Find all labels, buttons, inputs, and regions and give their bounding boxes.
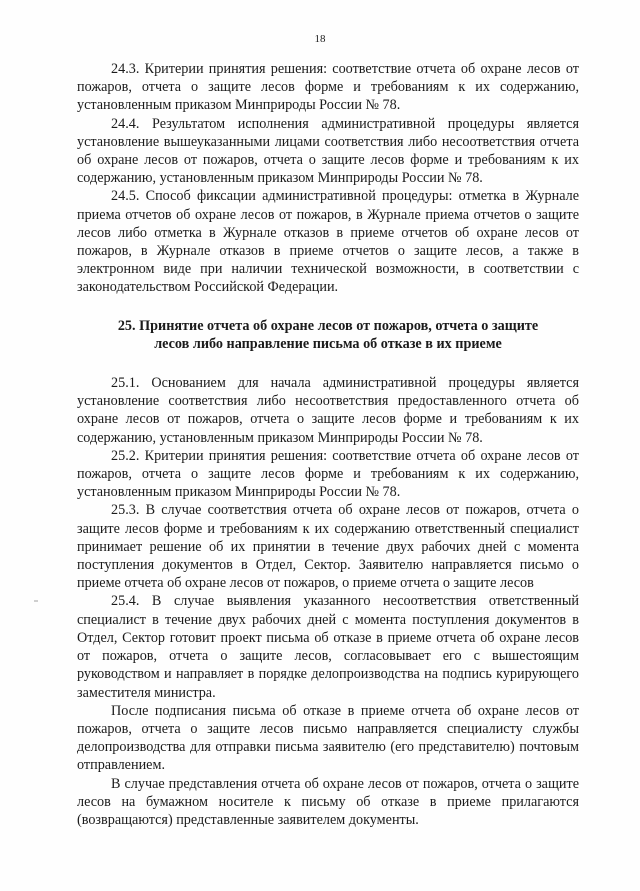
paragraph-paper-submission: В случае представления отчета об охране лесов от пожаров, отчета о защите лесов на бумажном носителе к письму об отказе в приеме прилагаются (возвращаются) представленные заявителем документы.	[77, 775, 579, 828]
paragraph-24-4: 24.4. Результатом исполнения административной процедуры является установление вышеуказанными лицами соответствия либо несоответствия отчета об охране лесов от пожаров, отчета о защите лесов форме и требованиям к их содержанию, установленным приказом Минприроды России № 78.	[77, 115, 579, 187]
section-heading	[77, 317, 579, 353]
section-heading-line-1: 25. Принятие отчета об охране лесов от пожаров, отчета о защите	[117, 317, 539, 334]
paragraph-24-5: 24.5. Способ фиксации административной процедуры: отметка в Журнале приема отчетов об охране лесов от пожаров, в Журнале приема отчетов о защите лесов либо отметка в Журнале отказов в приеме отчетов об охране лесов от пожаров, в Журнале отказов в приеме отчетов о защите лесов, а также в электронном виде при наличии технической возможности, в соответствии с законодательством Российской Федерации.	[77, 188, 579, 296]
paragraph-after-signing: После подписания письма об отказе в приеме отчета об охране лесов от пожаров, отчета о защите лесов письмо направляется специалисту службы делопроизводства для отправки письма заявителю (его представителю) почтовым отправлением.	[77, 702, 579, 774]
scan-speck	[34, 600, 38, 602]
paragraph-25-4: 25.4. В случае выявления указанного несоответствия ответственный специалист в течение двух рабочих дней с момента поступления документов в Отдел, Сектор готовит проект письма об отказе в приеме отчета об охране лесов от пожаров, отчета о защите лесов, согласовывает его с вышестоящим руководством и направляет в порядке делопроизводства на подпись курирующего заместителя министра.	[77, 593, 579, 701]
section-heading-line-2: лесов либо направление письма об отказе в их приеме	[154, 335, 502, 352]
paragraph-25-1: 25.1. Основанием для начала административной процедуры является установление соответствия либо несоответствия предоставленного отчета об охране лесов от пожаров, отчета о защите лесов форме и требованиям к их содержанию, установленным приказом Минприроды России № 78.	[77, 375, 579, 446]
paragraph-25-2: 25.2. Критерии принятия решения: соответствие отчета об охране лесов от пожаров, отчета о защите лесов форме и требованиям к их содержанию, установленным приказом Минприроды России № 78.	[77, 447, 579, 501]
paragraph-25-3: 25.3. В случае соответствия отчета об охране лесов от пожаров, отчета о защите лесов форме и требованиям к их содержанию ответственный специалист принимает решение об их принятии в течение двух рабочих дней с момента поступления документов в Отдел, Сектор. Заявителю направляется письмо о приеме отчета об охране лесов от пожаров, о приеме отчета о защите лесов	[77, 502, 579, 592]
paragraph-24-3: 24.3. Критерии принятия решения: соответствие отчета об охране лесов от пожаров, отчета о защите лесов форме и требованиям к их содержанию, установленным приказом Минприроды России № 78.	[77, 61, 579, 114]
document-body	[77, 60, 579, 829]
page-number: 18	[314, 33, 326, 45]
